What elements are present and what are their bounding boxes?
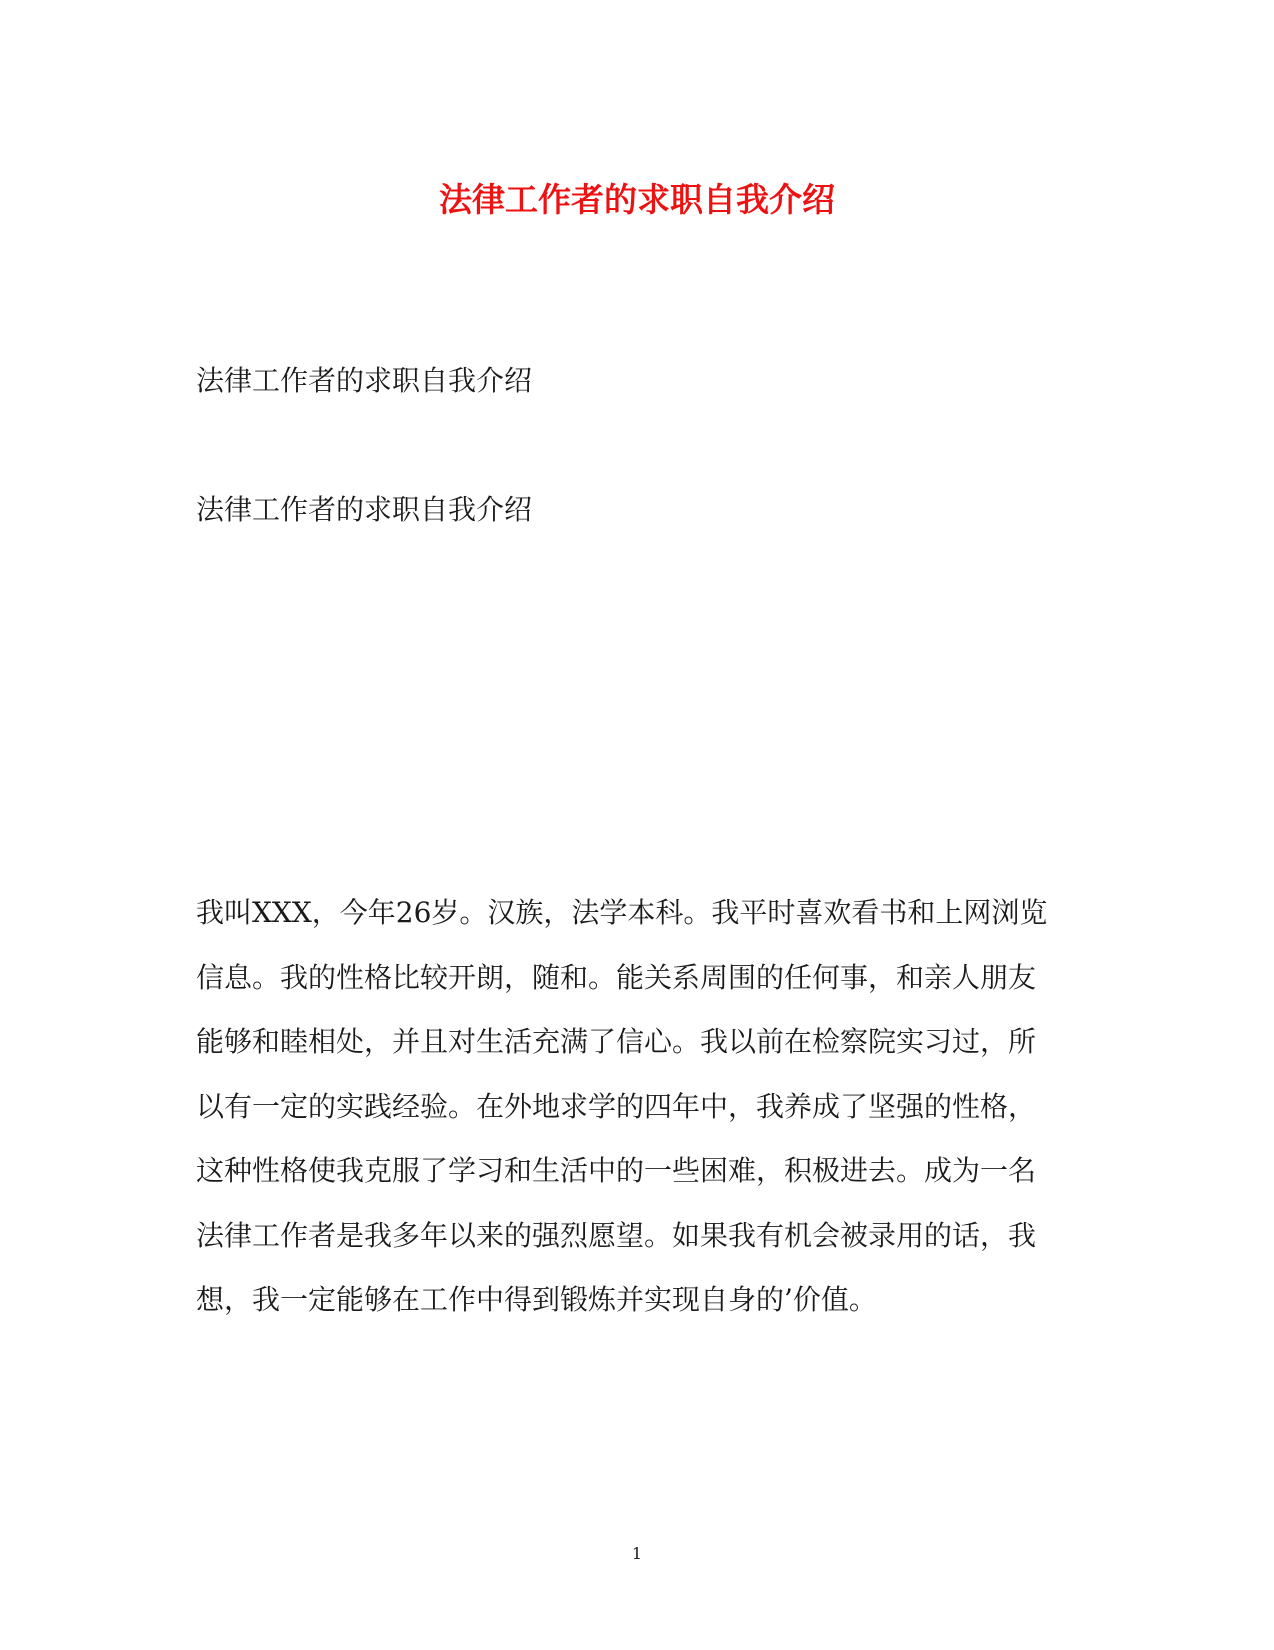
body-paragraph [196,881,1076,1333]
body-line: 信息。我的性格比较开朗，随和。能关系周围的任何事，和亲人朋友 [196,960,1037,994]
body-line: 法律工作者是我多年以来的强烈愿望。如果我有机会被录用的话，我 [196,1218,1037,1252]
document-title: 法律工作者的求职自我介绍 [439,180,835,219]
body-line: 能够和睦相处，并且对生活充满了信心。我以前在检察院实习过，所 [196,1025,1037,1058]
body-line: 以有一定的实践经验。在外地求学的四年中，我养成了坚强的性格， [196,1089,1037,1123]
subheading: 法律工作者的求职自我介绍 [196,493,533,526]
body-line: 这种性格使我克服了学习和生活中的一些困难，积极进去。成为一名 [196,1154,1037,1187]
body-line: 我叫XXX，今年26岁。汉族，法学本科。我平时喜欢看书和上网浏览 [196,896,1048,929]
subheading: 法律工作者的求职自我介绍 [196,364,533,397]
body-line: 想，我一定能够在工作中得到锻炼并实现自身的’价值。 [196,1283,877,1316]
page-number: 1 [631,1544,643,1563]
